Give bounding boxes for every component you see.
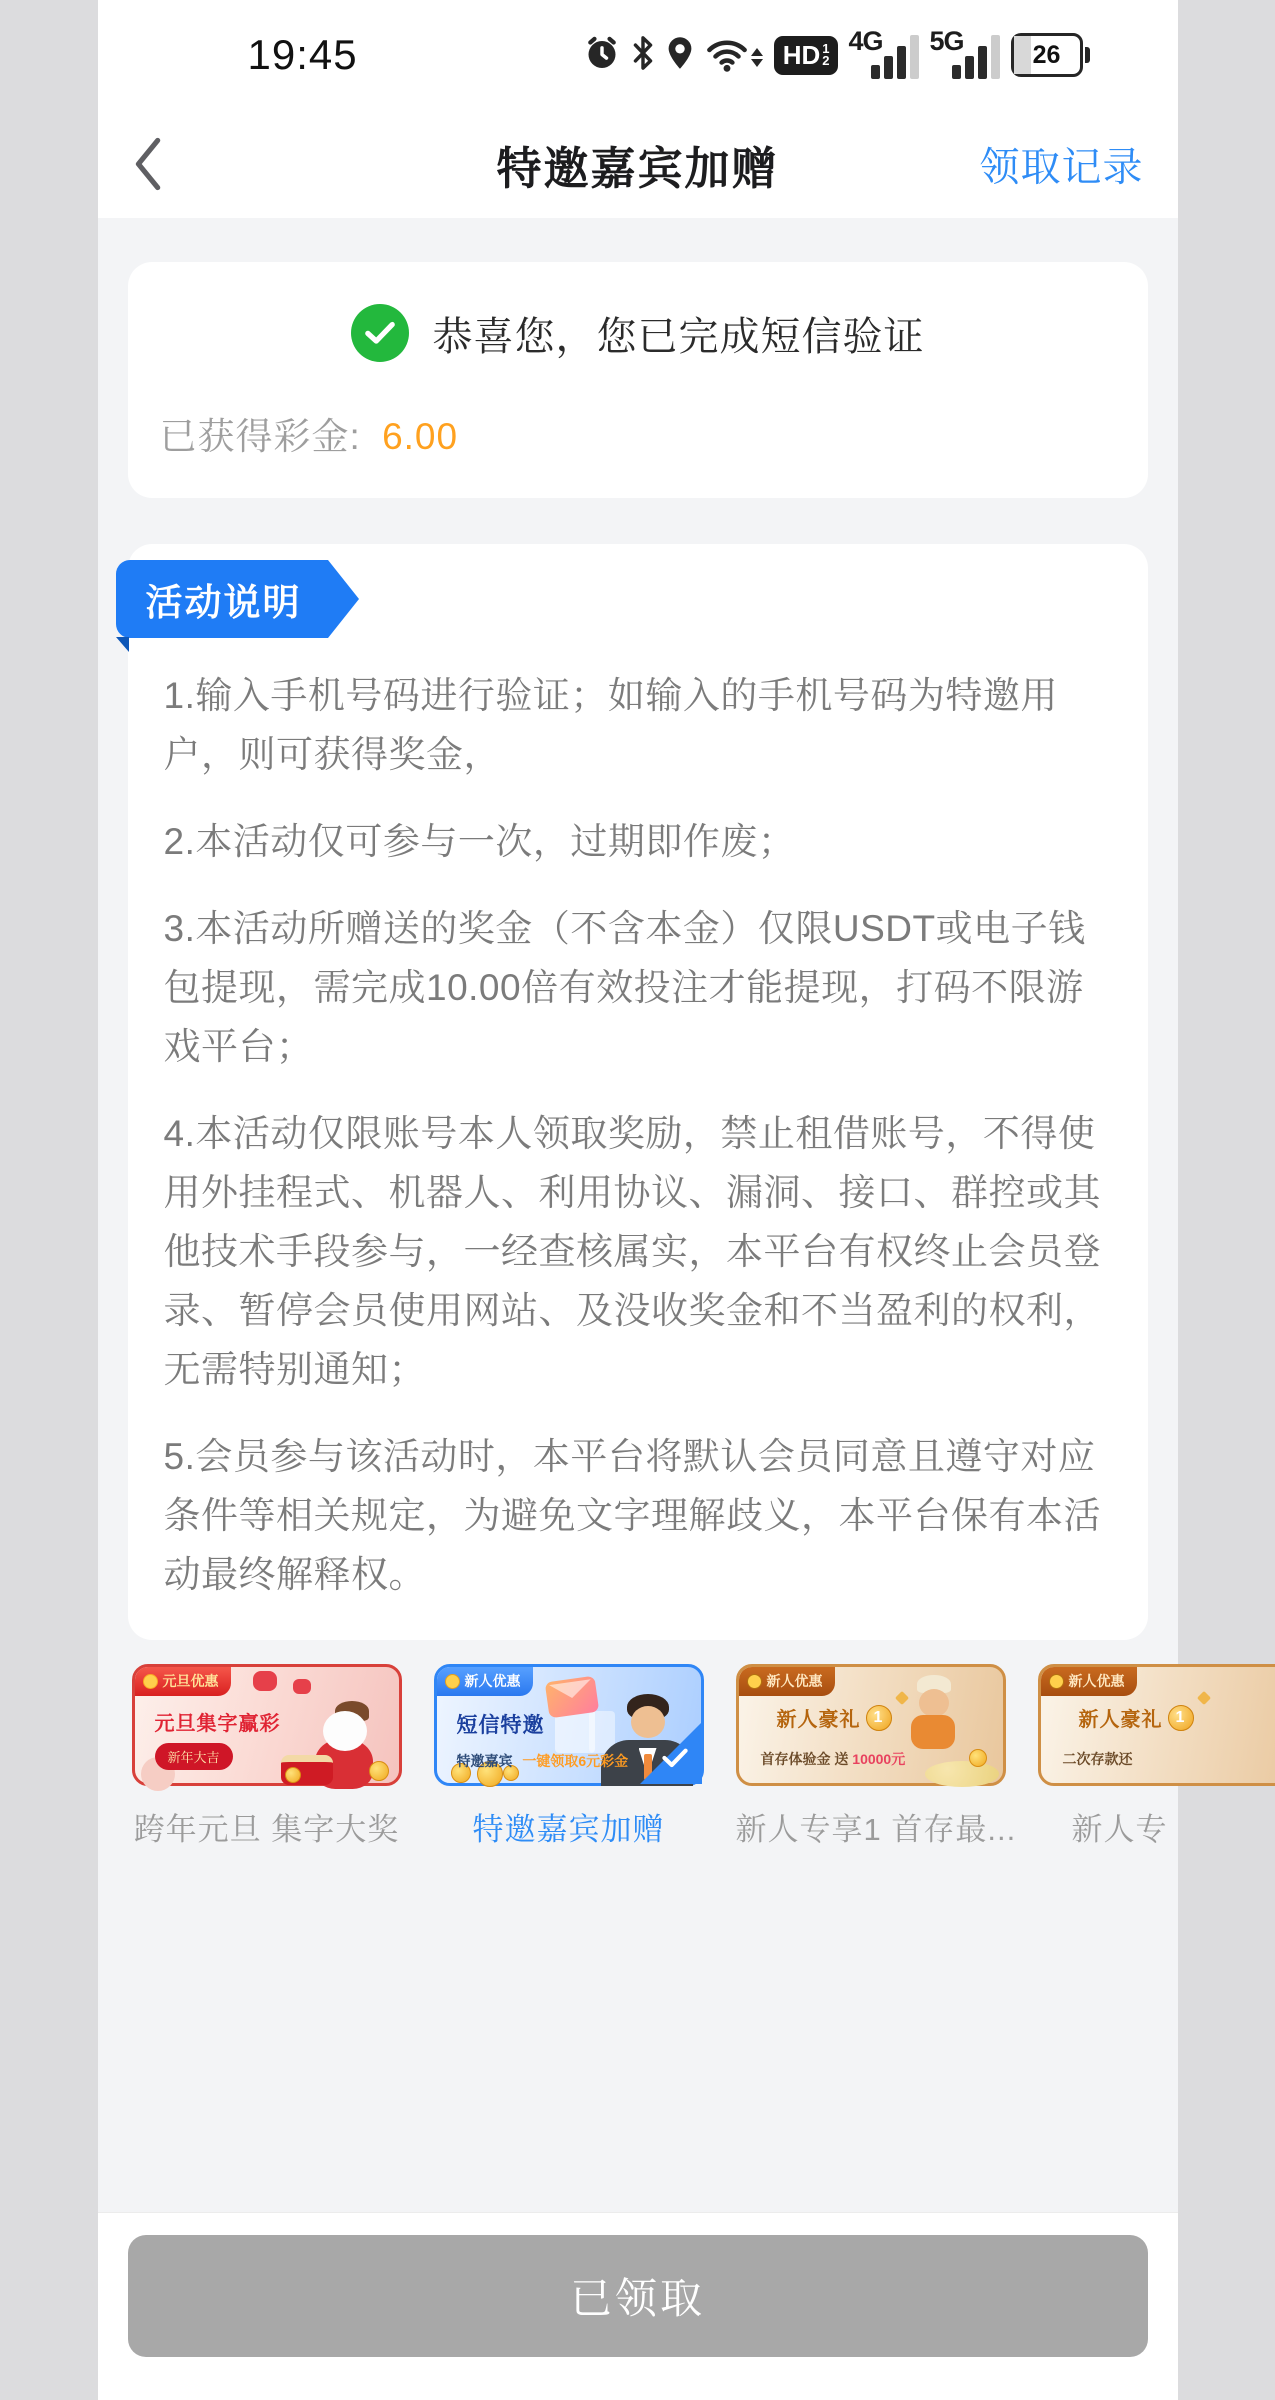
- rule-item: 3.本活动所赠送的奖金（不含本金）仅限USDT或电子钱包提现，需完成10.00倍有效投注才能提现，打码不限游戏平台；: [163, 908, 1086, 1067]
- number-one-coin-icon: 1: [866, 1705, 892, 1731]
- gold-pile-decoration: [925, 1761, 999, 1787]
- banner-caption: 新人专: [1071, 1812, 1168, 1847]
- banner-newcomer-1[interactable]: [736, 1664, 1006, 1786]
- banner-subtitle: [1063, 1749, 1133, 1769]
- banner-subtitle: [761, 1749, 906, 1769]
- banner-caption: 新人专享1 首存最...: [735, 1812, 1017, 1847]
- back-button[interactable]: [132, 132, 176, 196]
- claimed-button[interactable]: 已领取: [128, 2235, 1148, 2357]
- banner-badge-text: 新人优惠: [766, 1673, 823, 1689]
- activity-rules-card: [128, 544, 1148, 1640]
- star-decoration: [1196, 1691, 1210, 1705]
- bonus-row: [160, 406, 1116, 460]
- claim-records-link[interactable]: 领取记录: [979, 145, 1144, 190]
- banner-badge: [437, 1667, 533, 1696]
- promo-banner-carousel[interactable]: [98, 1664, 1186, 1849]
- battery-icon: [1011, 33, 1090, 77]
- banner-item-sms-invite[interactable]: [434, 1664, 704, 1849]
- banner-badge-text: 新人优惠: [464, 1673, 521, 1689]
- coin-icon: [747, 1674, 762, 1689]
- alarm-icon: [584, 35, 620, 76]
- signal-4g-label: 4G: [848, 26, 883, 56]
- rule-item: 2.本活动仅可参与一次，过期即作废；: [163, 821, 796, 862]
- bottom-action-bar: [98, 2212, 1178, 2400]
- rules-ribbon: 活动说明: [116, 560, 328, 638]
- banner-caption: 特邀嘉宾加赠: [472, 1812, 665, 1847]
- banner-subtitle-dark: 二次存款还: [1062, 1751, 1133, 1767]
- banner-badge: [739, 1667, 835, 1696]
- boy-mascot-decoration: [911, 1715, 955, 1749]
- verification-success-card: [128, 262, 1148, 498]
- hd-sim2: 2: [822, 53, 830, 68]
- banner-subtitle: [457, 1751, 629, 1771]
- banner-item-newcomer-1[interactable]: [735, 1664, 1017, 1849]
- bluetooth-icon: [631, 35, 655, 76]
- banner-title-text: 新人豪礼: [776, 1709, 861, 1731]
- banner-badge: [1041, 1667, 1137, 1696]
- success-message: 恭喜您，您已完成短信验证: [432, 314, 925, 359]
- banner-subtitle-dark: 特邀嘉宾: [456, 1753, 513, 1769]
- banner-newcomer-2[interactable]: [1038, 1664, 1275, 1786]
- clock-time: 19:45: [247, 31, 358, 78]
- success-message-row: [160, 304, 1116, 362]
- rule-item: 5.会员参与该活动时，本平台将默认会员同意且遵守对应条件等相关规定，为避免文字理解歧义，本平台保有本活动最终解释权。: [163, 1436, 1101, 1595]
- coin-decoration: [369, 1761, 389, 1781]
- banner-subtitle-dark: 首存体验金 送: [760, 1751, 849, 1767]
- horse-mascot-decoration: [323, 1711, 367, 1751]
- banner-badge: [135, 1667, 231, 1696]
- banner-title: [777, 1703, 892, 1732]
- boy-mascot-decoration: [919, 1689, 949, 1717]
- banner-item-new-year[interactable]: [132, 1664, 402, 1849]
- status-icons: [584, 26, 1090, 81]
- battery-fill: [1014, 36, 1031, 74]
- battery-nub: [1085, 47, 1090, 63]
- wifi-traffic-arrows-icon: [751, 48, 763, 67]
- selected-check-icon: [640, 1722, 702, 1784]
- banner-subtitle-accent: 一键领取6元彩金: [522, 1753, 629, 1769]
- signal-4g-bars: [871, 35, 919, 79]
- banner-title: [1079, 1703, 1194, 1732]
- coin-decoration: [285, 1767, 301, 1783]
- coin-icon: [143, 1674, 158, 1689]
- location-icon: [666, 35, 694, 76]
- banner-badge-text: 元旦优惠: [162, 1673, 219, 1689]
- wifi-icon: [705, 37, 763, 73]
- banner-title: 元旦集字赢彩: [154, 1713, 281, 1735]
- page-title: 特邀嘉宾加赠: [496, 142, 779, 194]
- banner-item-newcomer-2[interactable]: [1038, 1664, 1275, 1849]
- rules-text: [150, 666, 1126, 1604]
- rule-item: 4.本活动仅限账号本人领取奖励，禁止租借账号，不得使用外挂程式、机器人、利用协议、漏洞、接口、群控或其他技术手段参与，一经查核属实，本平台有权终止会员登录、暂停会员使用网站、及没收奖金和不当盈利的权利，无需特别通知；: [163, 1113, 1101, 1390]
- status-bar: [98, 0, 1178, 110]
- bonus-value: 6.00: [382, 416, 459, 457]
- banner-tag-pill: 新年大吉: [155, 1743, 233, 1770]
- banner-title: 短信特邀: [456, 1714, 545, 1737]
- rule-item: 1.输入手机号码进行验证；如输入的手机号码为特邀用户，则可获得奖金，: [163, 675, 1058, 775]
- envelope-decoration: [544, 1676, 599, 1719]
- lantern-decoration: [253, 1671, 277, 1691]
- signal-5g-bars: [952, 35, 1000, 79]
- coin-decoration: [969, 1749, 987, 1767]
- bonus-label: 已获得彩金:: [159, 416, 361, 457]
- banner-sms-invite[interactable]: [434, 1664, 704, 1786]
- signal-4g-icon: [848, 26, 919, 81]
- banner-caption: 跨年元旦 集字大奖: [133, 1812, 400, 1847]
- money-bag-icon: [445, 1674, 460, 1689]
- banner-new-year[interactable]: [132, 1664, 402, 1786]
- success-check-icon: [351, 304, 409, 362]
- number-one-coin-icon: 1: [1168, 1705, 1194, 1731]
- hd-label: HD: [782, 39, 821, 70]
- lantern-decoration: [293, 1679, 311, 1694]
- banner-badge-text: 新人优惠: [1068, 1673, 1125, 1689]
- banner-title-text: 新人豪礼: [1078, 1709, 1163, 1731]
- coin-icon: [1049, 1674, 1064, 1689]
- hd-sim1: 1: [822, 41, 830, 56]
- banner-subtitle-accent: 10000元: [852, 1751, 906, 1767]
- signal-5g-icon: [929, 26, 1000, 81]
- hd-voice-icon: [774, 36, 838, 75]
- star-decoration: [894, 1691, 908, 1705]
- signal-5g-label: 5G: [929, 26, 964, 56]
- battery-percentage: 26: [1032, 40, 1061, 69]
- app-screen: [98, 0, 1186, 2400]
- nav-bar: [98, 110, 1178, 218]
- hd-sim-indicator: [822, 43, 829, 67]
